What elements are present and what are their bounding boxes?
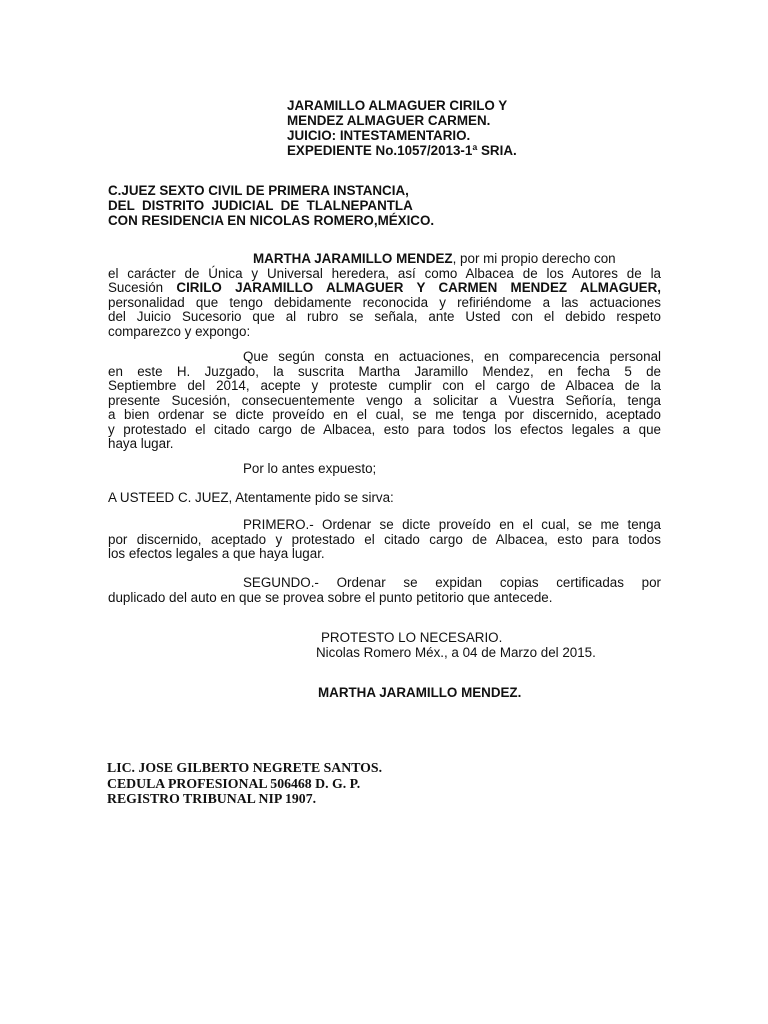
- facts-line-6: y protestado el citado cargo de Albacea, esto para todos los efectos legales a que: [108, 421, 661, 437]
- petition-intro-block: [108, 490, 394, 505]
- primero-line-3: los efectos legales a que haya lugar.: [108, 546, 325, 561]
- addressee-block: [108, 183, 434, 228]
- lawyer-registro: REGISTRO TRIBUNAL NIP 1907.: [107, 791, 317, 806]
- addressee-line-3: CON RESIDENCIA EN NICOLAS ROMERO,MÉXICO.: [108, 213, 435, 228]
- facts-line-5: a bien ordenar se dicte proveído en el cual, se me tenga por discernido, aceptado: [108, 407, 661, 422]
- por-lo-antes-block: [243, 461, 376, 476]
- addressee-line-2: DEL DISTRITO JUDICIAL DE TLALNEPANTLA: [108, 198, 413, 213]
- addressee-line-1: C.JUEZ SEXTO CIVIL DE PRIMERA INSTANCIA,: [108, 183, 409, 198]
- facts-line-1: Que según consta en actuaciones, en comparecencia personal: [243, 349, 661, 364]
- por-lo-antes-text: Por lo antes expuesto;: [243, 461, 377, 476]
- segundo-line-1: SEGUNDO.- Ordenar se expidan copias certificadas por: [243, 575, 661, 590]
- closing-protesto: [321, 630, 502, 645]
- intro-line-2: el carácter de Única y Universal heredera, así como Albacea de los Autores de la: [108, 265, 661, 281]
- place-date-text: Nicolas Romero Méx., a 04 de Marzo del 2015.: [316, 645, 596, 660]
- intro-line-5: del Juicio Sucesorio que al rubro se señala, ante Usted con el debido respeto: [108, 309, 661, 324]
- segundo-line-2: duplicado del auto en que se provea sobre el punto petitorio que antecede.: [108, 589, 553, 605]
- segundo-paragraph: [108, 576, 661, 605]
- petitioner-name: MARTHA JARAMILLO MENDEZ: [253, 251, 453, 266]
- protesto-text: PROTESTO LO NECESARIO.: [321, 630, 503, 645]
- primero-paragraph: [108, 518, 661, 562]
- intro-line-1: [108, 252, 661, 267]
- intro-line-3-prefix: Sucesión: [108, 280, 177, 295]
- case-parties-line-1: JARAMILLO ALMAGUER CIRILO Y: [287, 98, 508, 113]
- facts-line-7: haya lugar.: [108, 436, 174, 451]
- lawyer-cedula: CEDULA PROFESIONAL 506468 D. G. P.: [107, 775, 361, 791]
- facts-line-2: en este H. Juzgado, la suscrita Martha Jaramillo Mendez, en fecha 5 de: [108, 363, 661, 379]
- facts-line-4: presente Sucesión, consecuentemente vengo a solicitar a Vuestra Señoría, tenga: [108, 392, 661, 408]
- signature-block: [318, 685, 521, 700]
- intro-line-3: [108, 281, 661, 296]
- case-trial-type: JUICIO: INTESTAMENTARIO.: [287, 128, 471, 143]
- primero-line-1: PRIMERO.- Ordenar se dicte proveído en el cual, se me tenga: [243, 517, 661, 532]
- lawyer-block: [107, 760, 382, 807]
- closing-place-date: [316, 645, 596, 660]
- intro-line-6: comparezco y expongo:: [108, 323, 251, 339]
- lawyer-name: LIC. JOSE GILBERTO NEGRETE SANTOS.: [107, 760, 383, 775]
- petition-intro-text: A USTEED C. JUEZ, Atentamente pido se sirva:: [108, 490, 394, 505]
- primero-line-2: por discernido, aceptado y protestado el citado cargo de Albacea, esto para todos: [108, 531, 661, 547]
- intro-paragraph: [108, 252, 661, 339]
- intro-line-4: personalidad que tengo debidamente reconocida y refiriéndome a las actuaciones: [108, 294, 661, 310]
- case-file-number: EXPEDIENTE No.1057/2013-1ª SRIA.: [287, 143, 517, 158]
- signature-name: MARTHA JARAMILLO MENDEZ.: [318, 685, 522, 700]
- intro-line-1-rest: , por mi propio derecho con: [452, 251, 616, 266]
- deceased-names: CIRILO JARAMILLO ALMAGUER Y CARMEN MENDEZ ALMAGUER,: [176, 280, 661, 295]
- facts-paragraph: [108, 350, 661, 452]
- case-parties-line-2: MENDEZ ALMAGUER CARMEN.: [287, 113, 491, 128]
- facts-line-3: Septiembre del 2014, acepte y proteste cumplir con el cargo de Albacea de la: [108, 378, 661, 393]
- case-header: [287, 98, 517, 158]
